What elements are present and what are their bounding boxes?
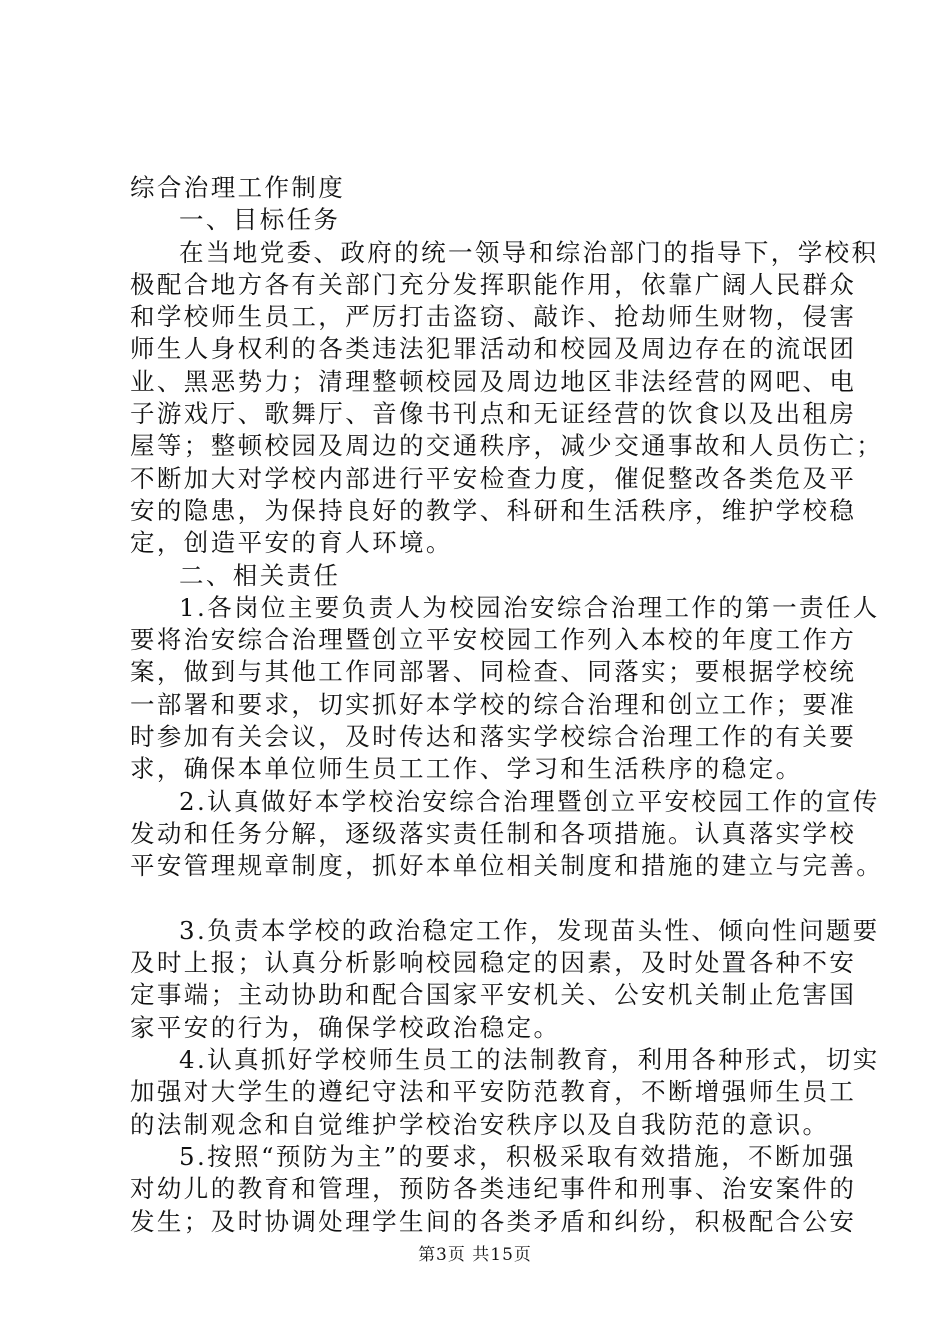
document-title: 综合治理工作制度: [130, 173, 346, 202]
section-heading-goals: 一、目标任务: [179, 205, 341, 235]
text-line: 加强对大学生的遵纪守法和平安防范教育，不断增强师生员工: [130, 1077, 857, 1107]
paragraph-gap: [130, 883, 830, 915]
text-line: 不断加大对学校内部进行平安检查力度，催促整改各类危及平: [130, 463, 857, 493]
text-line: 发动和任务分解，逐级落实责任制和各项措施。认真落实学校: [130, 818, 857, 848]
text-line: 平安管理规章制度，抓好本单位相关制度和措施的建立与完善。: [130, 851, 884, 881]
text-line: 在当地党委、政府的统一领导和综治部门的指导下，学校积: [179, 237, 879, 267]
text-line: 定事端；主动协助和配合国家平安机关、公安机关制止危害国: [130, 980, 857, 1010]
text-line: 3.负责本学校的政治稳定工作，发现苗头性、倾向性问题要: [179, 915, 880, 945]
text-line: 要将治安综合治理暨创立平安校园工作列入本校的年度工作方: [130, 625, 857, 655]
text-line: 求，确保本单位师生员工工作、学习和生活秩序的稳定。: [130, 754, 803, 784]
text-line: 时参加有关会议，及时传达和落实学校综合治理工作的有关要: [130, 722, 857, 752]
text-line: 案，做到与其他工作同部署、同检查、同落实；要根据学校统: [130, 657, 857, 687]
text-line: 屋等；整顿校园及周边的交通秩序，减少交通事故和人员伤亡；: [130, 431, 884, 461]
text-line: 极配合地方各有关部门充分发挥职能作用，依靠广阔人民群众: [130, 269, 857, 299]
text-line: 5.按照“预防为主”的要求，积极采取有效措施，不断加强: [179, 1141, 856, 1171]
text-line: 定，创造平安的育人环境。: [130, 528, 453, 558]
text-line: 4.认真抓好学校师生员工的法制教育，利用各种形式，切实: [179, 1045, 880, 1075]
text-line: 一部署和要求，切实抓好本学校的综合治理和创立工作；要准: [130, 689, 857, 719]
text-line: 子游戏厅、歌舞厅、音像书刊点和无证经营的饮食以及出租房: [130, 399, 857, 429]
text-line: 的法制观念和自觉维护学校治安秩序以及自我防范的意识。: [130, 1109, 830, 1139]
document-body: [130, 172, 884, 1238]
text-line: 1.各岗位主要负责人为校园治安综合治理工作的第一责任人: [179, 592, 880, 622]
text-line: 对幼儿的教育和管理，预防各类违纪事件和刑事、治安案件的: [130, 1174, 857, 1204]
section-heading-responsibilities: 二、相关责任: [179, 560, 341, 590]
page-number: 第3页 共15页: [418, 1245, 532, 1265]
text-line: 安的隐患，为保持良好的教学、科研和生活秩序，维护学校稳: [130, 495, 857, 525]
text-line: 家平安的行为，确保学校政治稳定。: [130, 1012, 561, 1042]
page-footer: [0, 1240, 950, 1265]
text-line: 及时上报；认真分析影响校园稳定的因素，及时处置各种不安: [130, 948, 857, 978]
text-line: 业、黑恶势力；清理整顿校园及周边地区非法经营的网吧、电: [130, 366, 857, 396]
text-line: 2.认真做好本学校治安综合治理暨创立平安校园工作的宣传: [179, 786, 880, 816]
text-line: 和学校师生员工，严厉打击盗窃、敲诈、抢劫师生财物，侵害: [130, 302, 857, 332]
text-line: 发生；及时协调处理学生间的各类矛盾和纠纷，积极配合公安: [130, 1206, 857, 1236]
text-line: 师生人身权利的各类违法犯罪活动和校园及周边存在的流氓团: [130, 334, 857, 364]
